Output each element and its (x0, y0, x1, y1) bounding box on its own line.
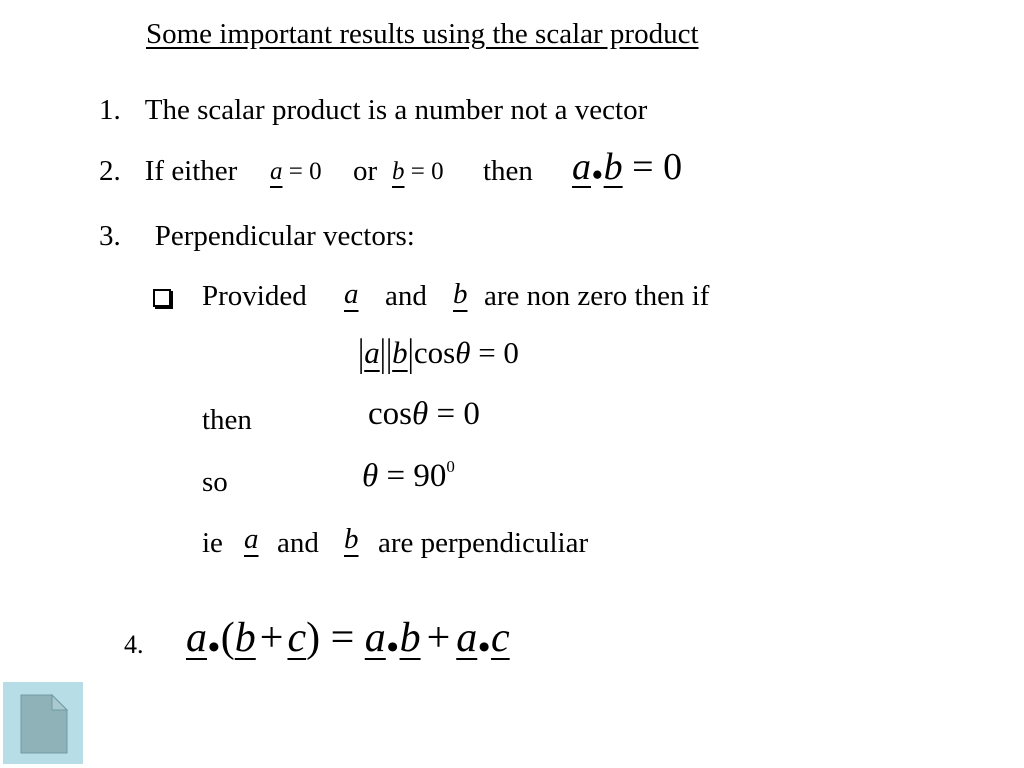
cos-label: cos (413, 335, 456, 370)
item-2 (99, 155, 237, 188)
dot-operator: • (386, 628, 399, 666)
vector-b: b (392, 158, 405, 185)
open-paren: ( (220, 615, 235, 661)
item-1 (99, 94, 647, 127)
vector-a: a (364, 615, 386, 661)
item-2-or: or (353, 155, 378, 187)
vector-a: a (244, 523, 259, 555)
item-2-number: 2. (99, 155, 121, 187)
ie-and: and (277, 527, 319, 559)
theta-symbol: θ (412, 396, 429, 432)
plus-sign: + (426, 615, 451, 661)
vector-b: b (344, 523, 359, 555)
checkbox-bullet-icon (153, 289, 171, 307)
slide-title: Some important results using the scalar product (146, 18, 699, 50)
ie-label: ie (202, 527, 223, 559)
degree-superscript: 0 (446, 457, 455, 476)
then-label: then (202, 404, 252, 436)
equation-theta-90 (362, 458, 455, 495)
dot-operator: • (208, 628, 220, 666)
item-2-lead: If either (144, 155, 238, 187)
item-2-result (572, 145, 683, 193)
close-paren: ) (306, 615, 321, 661)
vector-a: a (186, 615, 207, 661)
vector-b: b (234, 615, 256, 661)
cos-label: cos (368, 396, 412, 432)
equation-magnitude-product: |a||b|cosθ = 0 (358, 330, 519, 375)
so-label: so (202, 466, 228, 498)
vector-b: b (392, 335, 408, 370)
corner-document-button[interactable] (3, 682, 83, 764)
ie-tail: are perpendiculiar (378, 527, 589, 559)
item-3-number: 3. (99, 220, 121, 252)
condition-a-rhs: = 0 (288, 158, 322, 185)
provided-tail: are non zero then if (484, 280, 710, 312)
vector-b: b (603, 146, 623, 188)
item-1-number: 1. (99, 94, 121, 126)
condition-b-rhs: = 0 (410, 158, 444, 185)
distributive-law-formula (186, 614, 510, 666)
vector-a: a (364, 335, 380, 370)
vector-b: b (453, 278, 468, 310)
vector-b: b (399, 615, 421, 661)
equation-2-rhs: = 0 (436, 396, 480, 432)
vector-c: c (287, 615, 307, 661)
condition-b (392, 158, 444, 186)
item-1-text: The scalar product is a number not a vector (144, 94, 648, 126)
plus-sign: + (259, 615, 284, 661)
item-2-then: then (483, 155, 533, 187)
equation-cos-zero (368, 396, 480, 433)
equals-sign: = (330, 615, 355, 661)
vector-c: c (491, 615, 510, 661)
dot-operator: • (592, 158, 603, 193)
item-3 (99, 220, 415, 253)
equation-1-rhs: = 0 (478, 335, 519, 370)
theta-symbol: θ (455, 335, 471, 370)
vector-a: a (456, 615, 478, 661)
vector-a: a (270, 158, 283, 185)
provided-lead: Provided (202, 280, 307, 312)
provided-and: and (385, 280, 427, 312)
item-2-result-rhs: = 0 (632, 146, 683, 188)
condition-a (270, 158, 322, 186)
vector-a: a (572, 146, 591, 188)
item-3-text: Perpendicular vectors: (154, 220, 415, 252)
theta-symbol: θ (362, 458, 379, 494)
equation-3-rhs: = 90 (386, 458, 447, 494)
dot-operator: • (478, 628, 491, 666)
item-4-number: 4. (124, 630, 144, 659)
vector-a: a (344, 278, 359, 310)
document-icon (20, 694, 68, 754)
